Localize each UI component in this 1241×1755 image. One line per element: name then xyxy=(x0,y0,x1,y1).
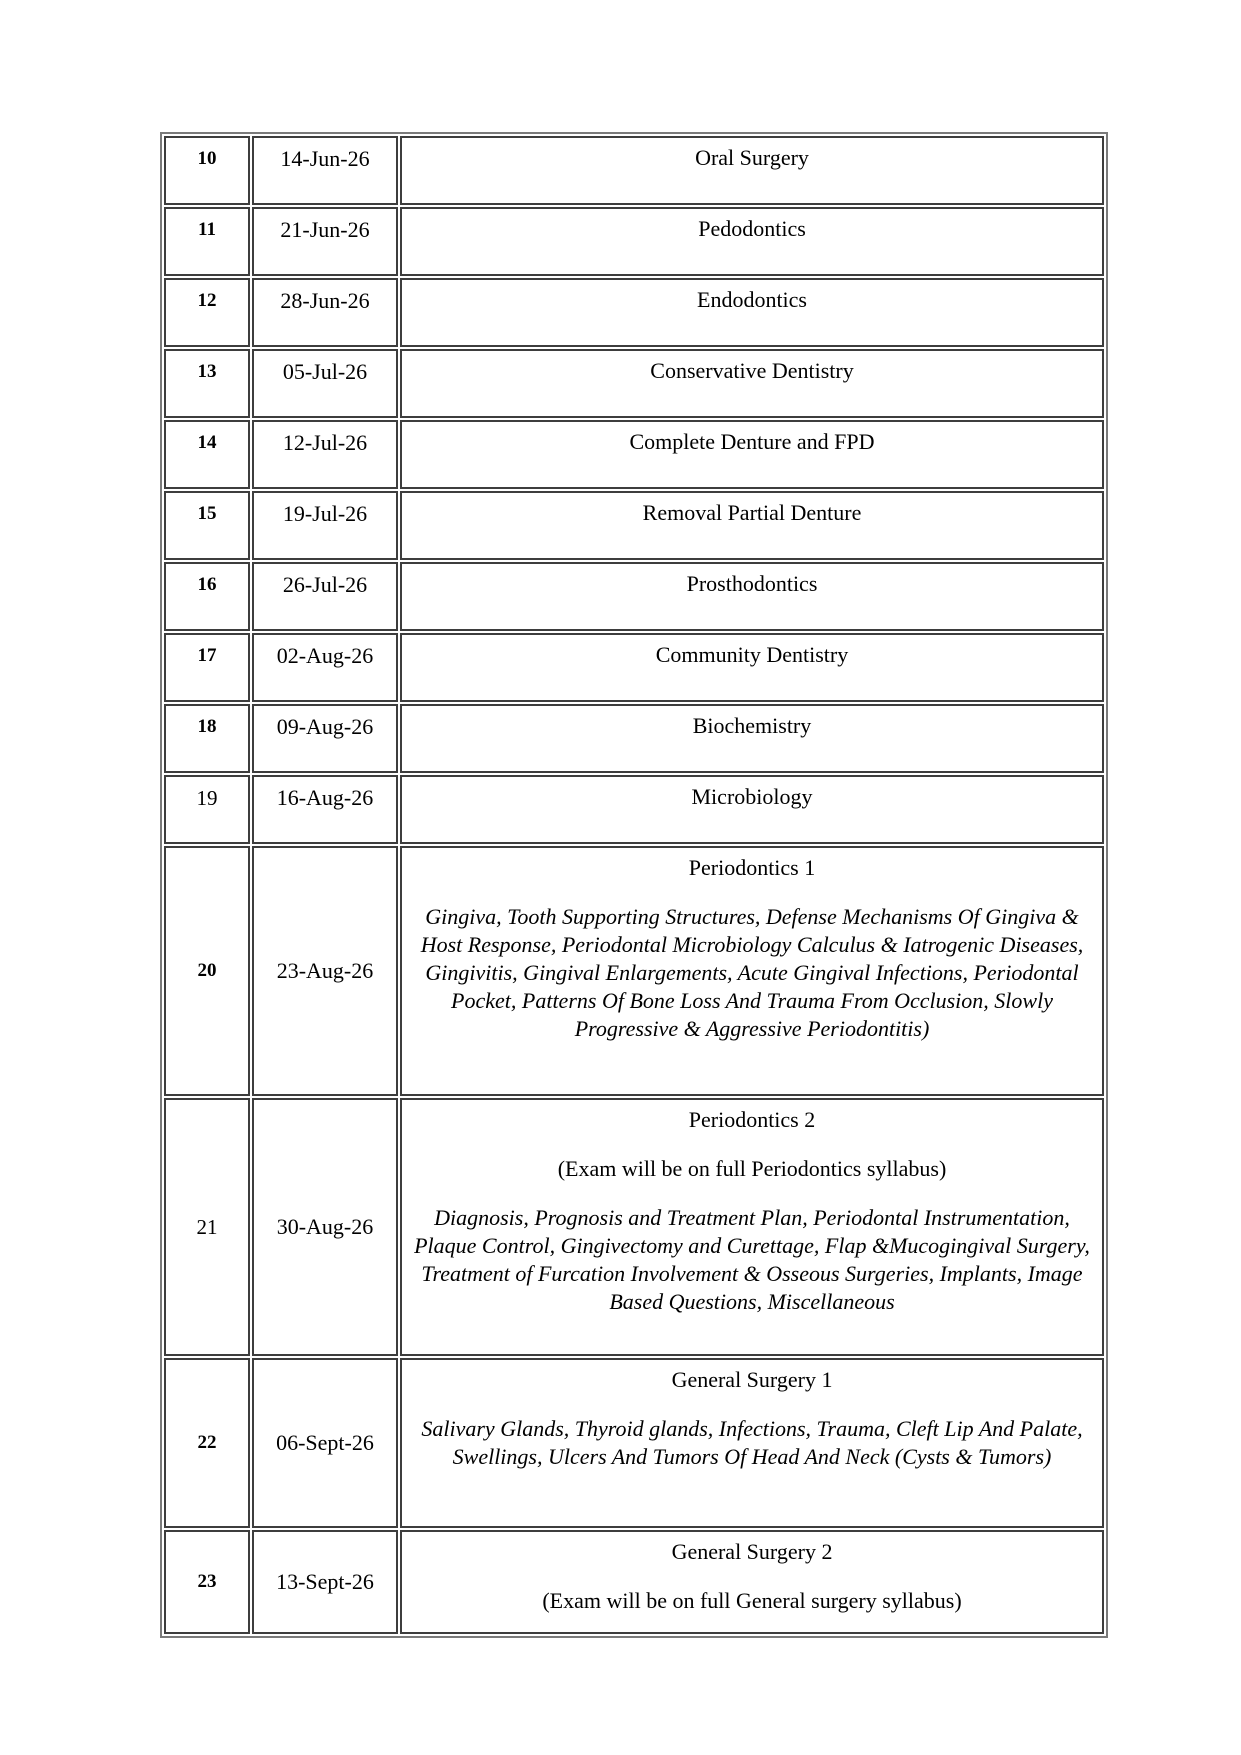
subject-title: Conservative Dentistry xyxy=(650,358,854,383)
date-cell xyxy=(252,491,398,560)
row-number: 14 xyxy=(197,432,217,453)
subject-cell xyxy=(400,207,1104,276)
date-cell xyxy=(252,420,398,489)
date-cell xyxy=(252,1098,398,1356)
subject-title: General Surgery 2 xyxy=(671,1539,833,1564)
table-row xyxy=(164,1098,1104,1356)
row-number: 23 xyxy=(197,1571,217,1592)
exam-date: 09-Aug-26 xyxy=(276,714,374,739)
row-number: 11 xyxy=(198,219,216,240)
row-number: 21 xyxy=(196,1215,218,1239)
exam-date: 28-Jun-26 xyxy=(280,288,370,313)
exam-date: 02-Aug-26 xyxy=(276,643,374,668)
exam-note: (Exam will be on full General surgery syllabus) xyxy=(542,1588,962,1613)
row-number: 22 xyxy=(197,1432,217,1453)
date-cell xyxy=(252,846,398,1096)
subject-cell xyxy=(400,420,1104,489)
table-row xyxy=(164,349,1104,418)
subject-cell xyxy=(400,1098,1104,1356)
subject-cell xyxy=(400,704,1104,773)
table-row xyxy=(164,207,1104,276)
date-cell xyxy=(252,278,398,347)
row-number-cell xyxy=(164,775,250,844)
date-cell xyxy=(252,136,398,205)
exam-date: 21-Jun-26 xyxy=(280,217,370,242)
row-number: 10 xyxy=(197,148,217,169)
exam-date: 12-Jul-26 xyxy=(282,430,368,455)
exam-date: 14-Jun-26 xyxy=(280,146,370,171)
row-number: 12 xyxy=(197,290,217,311)
subject-cell xyxy=(400,278,1104,347)
subject-description: Gingiva, Tooth Supporting Structures, Defense Mechanisms Of Gingiva & Host Response, Periodontal Microbiology Calculus & Iatrogenic Diseases, Gingivitis, Gingival Enlargements, Acute Gingival Infections, Periodontal Pocket, Patterns Of Bone Loss And Trauma From Occlusion, Slowly Progressive & Aggressive Periodontitis) xyxy=(420,904,1084,1041)
subject-title: Complete Denture and FPD xyxy=(629,429,875,454)
subject-title: Periodontics 2 xyxy=(688,1107,816,1132)
subject-cell xyxy=(400,136,1104,205)
subject-title: Oral Surgery xyxy=(695,145,809,170)
date-cell xyxy=(252,207,398,276)
subject-title: Prosthodontics xyxy=(686,571,818,596)
exam-date: 19-Jul-26 xyxy=(282,501,368,526)
subject-cell xyxy=(400,349,1104,418)
date-cell xyxy=(252,704,398,773)
subject-cell xyxy=(400,1530,1104,1634)
date-cell xyxy=(252,349,398,418)
subject-title: General Surgery 1 xyxy=(671,1367,833,1392)
subject-title: Microbiology xyxy=(691,784,813,809)
exam-date: 13-Sept-26 xyxy=(276,1569,374,1594)
subject-title: Periodontics 1 xyxy=(688,855,816,880)
table-row xyxy=(164,420,1104,489)
date-cell xyxy=(252,775,398,844)
exam-date: 05-Jul-26 xyxy=(282,359,368,384)
table-row xyxy=(164,278,1104,347)
exam-date: 16-Aug-26 xyxy=(276,785,374,810)
subject-description: Diagnosis, Prognosis and Treatment Plan, Periodontal Instrumentation, Plaque Control, Gingivectomy and Curettage, Flap &Mucogingival Surgery, Treatment of Furcation Involvement & Osseous Surgeries, Implants, Image Based Questions, Miscellaneous xyxy=(414,1205,1090,1314)
row-number: 17 xyxy=(197,645,217,666)
table-row xyxy=(164,775,1104,844)
row-number-cell xyxy=(164,562,250,631)
table-row xyxy=(164,633,1104,702)
date-cell xyxy=(252,633,398,702)
exam-date: 06-Sept-26 xyxy=(276,1430,374,1455)
row-number: 15 xyxy=(197,503,217,524)
row-number: 16 xyxy=(197,574,217,595)
subject-cell xyxy=(400,1358,1104,1528)
row-number-cell xyxy=(164,420,250,489)
exam-schedule-table xyxy=(160,132,1108,1638)
row-number: 19 xyxy=(196,786,218,810)
subject-cell xyxy=(400,633,1104,702)
subject-title: Pedodontics xyxy=(698,216,806,241)
row-number: 13 xyxy=(197,361,217,382)
row-number-cell xyxy=(164,1098,250,1356)
date-cell xyxy=(252,562,398,631)
subject-title: Biochemistry xyxy=(692,713,812,738)
exam-date: 23-Aug-26 xyxy=(276,958,374,983)
exam-date: 30-Aug-26 xyxy=(276,1214,374,1239)
table-row xyxy=(164,136,1104,205)
row-number-cell xyxy=(164,207,250,276)
row-number-cell xyxy=(164,491,250,560)
row-number-cell xyxy=(164,704,250,773)
subject-title: Endodontics xyxy=(697,287,807,312)
row-number: 18 xyxy=(197,716,217,737)
subject-description: Salivary Glands, Thyroid glands, Infections, Trauma, Cleft Lip And Palate, Swellings, Ulcers And Tumors Of Head And Neck (Cysts & Tumors) xyxy=(421,1416,1083,1469)
table-row xyxy=(164,846,1104,1096)
table-row xyxy=(164,1358,1104,1528)
subject-title: Removal Partial Denture xyxy=(642,500,862,525)
date-cell xyxy=(252,1530,398,1634)
table-row xyxy=(164,704,1104,773)
row-number: 20 xyxy=(197,960,217,981)
row-number-cell xyxy=(164,1530,250,1634)
table-row xyxy=(164,1530,1104,1634)
row-number-cell xyxy=(164,136,250,205)
row-number-cell xyxy=(164,846,250,1096)
table-row xyxy=(164,562,1104,631)
exam-date: 26-Jul-26 xyxy=(282,572,368,597)
row-number-cell xyxy=(164,633,250,702)
exam-note: (Exam will be on full Periodontics syllabus) xyxy=(557,1156,947,1181)
date-cell xyxy=(252,1358,398,1528)
row-number-cell xyxy=(164,1358,250,1528)
subject-cell xyxy=(400,491,1104,560)
subject-cell xyxy=(400,846,1104,1096)
subject-title: Community Dentistry xyxy=(655,642,849,667)
table-row xyxy=(164,491,1104,560)
subject-cell xyxy=(400,562,1104,631)
row-number-cell xyxy=(164,278,250,347)
row-number-cell xyxy=(164,349,250,418)
subject-cell xyxy=(400,775,1104,844)
